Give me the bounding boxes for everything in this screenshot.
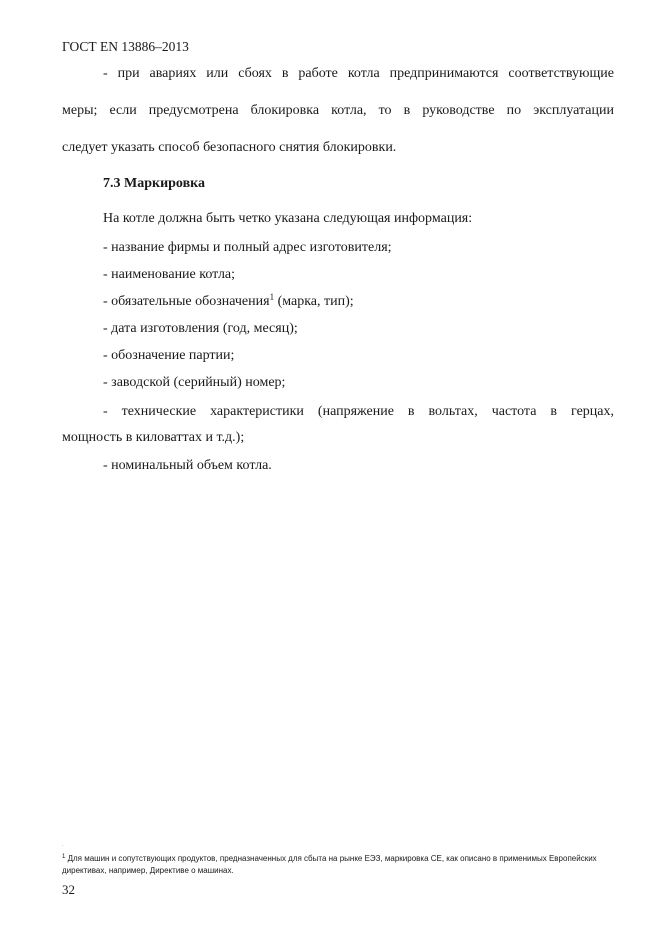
intro-line-1: - при авариях или сбоях в работе котла предпринимаются соответствующие [103,66,614,81]
list-item: - дата изготовления (год, месяц); [103,321,298,336]
intro-line-2: меры; если предусмотрена блокировка котла, то в руководстве по эксплуатации [62,103,614,118]
footnote-marker: 1 [62,854,66,860]
list-item: - название фирмы и полный адрес изготовителя; [103,240,392,255]
page-number: 32 [62,882,75,897]
footnote [62,853,622,877]
list-item-text: - обязательные обозначения [103,294,270,309]
list-item: - наименование котла; [103,267,236,282]
list-item: - технические характеристики (напряжение в вольтах, частота в герцах, [103,404,614,419]
list-item: - номинальный объем котла. [103,458,272,473]
list-item [103,294,354,310]
section-lead: На котле должна быть четко указана следующая информация: [103,211,473,226]
list-item-tail: (марка, тип); [274,294,354,309]
footnote-text: Для машин и сопутствующих продуктов, предназначенных для сбыта на рынке ЕЭЗ, маркировка СЕ, как описано в применимых Европейских директивах, например, Директиве о машинах. [62,854,597,875]
footnote-reference: 1 [269,292,275,302]
footnote-separator: . [62,842,64,848]
list-item: - заводской (серийный) номер; [103,375,286,390]
document-header: ГОСТ EN 13886–2013 [62,39,189,54]
section-heading: 7.3 Маркировка [103,176,205,191]
intro-line-3: следует указать способ безопасного снятия блокировки. [62,140,397,155]
list-item-continuation: мощность в киловаттах и т.д.); [62,430,245,445]
list-item: - обозначение партии; [103,348,235,363]
